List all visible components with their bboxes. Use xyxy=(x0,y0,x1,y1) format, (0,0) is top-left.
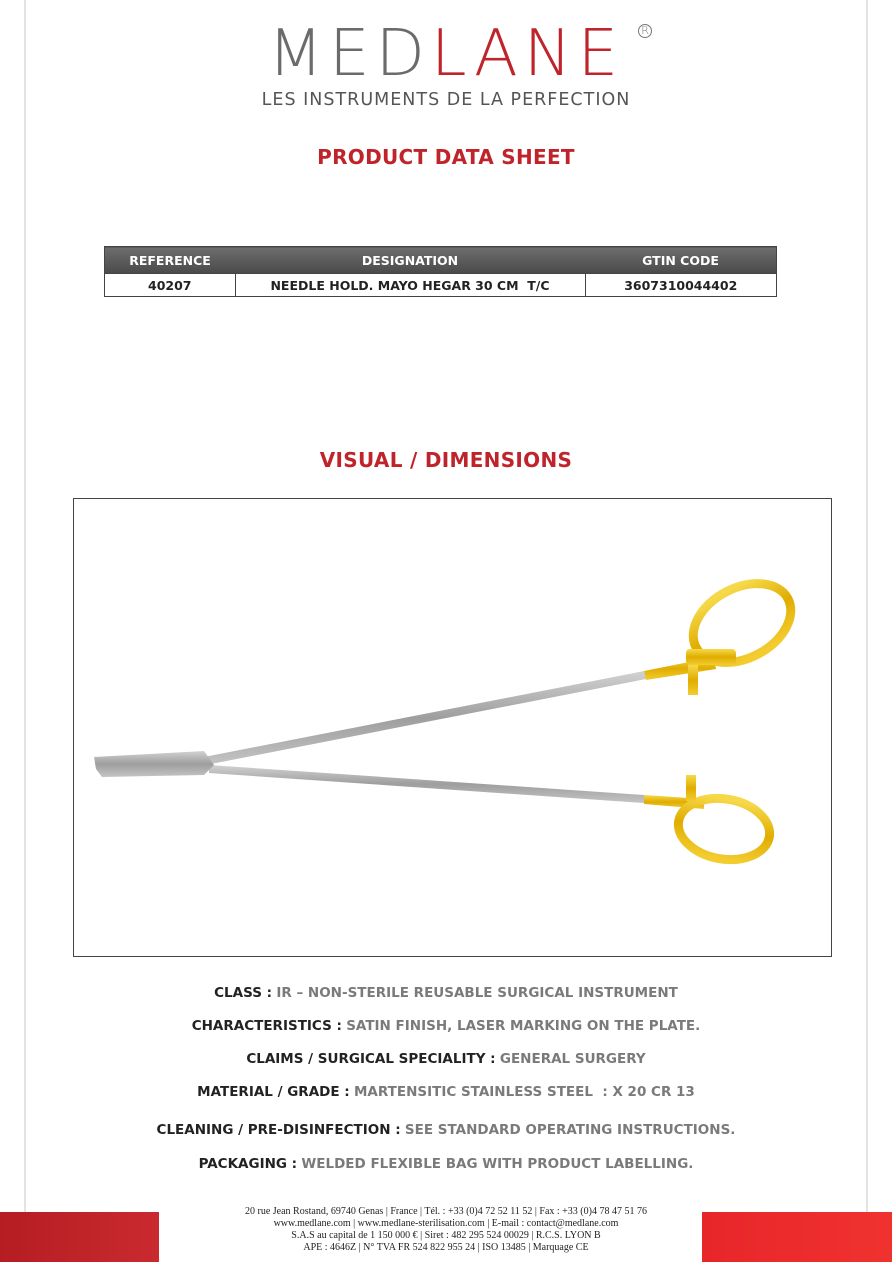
logo-text-grey: MED xyxy=(267,17,431,91)
header-reference: REFERENCE xyxy=(105,247,236,274)
jaws xyxy=(94,751,214,777)
upper-ratchet xyxy=(686,649,736,665)
property-cleaning: CLEANING / PRE-DISINFECTION : SEE STANDARD OPERATING INSTRUCTIONS. xyxy=(156,1122,736,1138)
property-class: CLASS : IR – NON-STERILE REUSABLE SURGICAL INSTRUMENT xyxy=(214,985,678,1001)
property-packaging: PACKAGING : WELDED FLEXIBLE BAG WITH PRODUCT LABELLING. xyxy=(198,1156,694,1172)
reference-table xyxy=(104,246,777,297)
footer-address: 20 rue Jean Rostand, 69740 Genas | France | Tél. : +33 (0)4 72 52 11 52 | Fax : +33 (0)4 78 47 51 76 xyxy=(245,1206,647,1217)
product-data-sheet-title: PRODUCT DATA SHEET xyxy=(317,145,575,169)
footer-web: www.medlane.com | www.medlane-sterilisation.com | E-mail : contact@medlane.com xyxy=(273,1218,619,1229)
property-claims: CLAIMS / SURGICAL SPECIALITY : GENERAL SURGERY xyxy=(246,1051,646,1067)
lower-finger-ring xyxy=(673,791,774,866)
page-border-left xyxy=(24,0,26,1262)
product-photo-frame xyxy=(73,498,832,957)
header-designation: DESIGNATION xyxy=(235,247,585,274)
needle-holder-image xyxy=(74,499,831,956)
registered-mark-icon: R xyxy=(638,24,652,38)
page-border-right xyxy=(866,0,868,1262)
logo-text-red: LANE xyxy=(430,17,625,91)
cell-reference: 40207 xyxy=(105,274,236,297)
cell-gtin: 3607310044402 xyxy=(585,274,777,297)
upper-ratchet-tooth xyxy=(688,665,698,695)
medlane-logo xyxy=(0,17,892,91)
cell-designation: NEEDLE HOLD. MAYO HEGAR 30 CM T/C xyxy=(235,274,585,297)
header-gtin: GTIN CODE xyxy=(585,247,777,274)
table-header-row xyxy=(105,247,777,274)
table-row xyxy=(105,274,777,297)
footer-registration: APE : 4646Z | N° TVA FR 524 822 955 24 | ISO 13485 | Marquage CE xyxy=(303,1242,589,1253)
footer-legal: S.A.S au capital de 1 150 000 € | Siret : 482 295 524 00029 | R.C.S. LYON B xyxy=(291,1230,601,1241)
brand-tagline: LES INSTRUMENTS DE LA PERFECTION xyxy=(261,90,631,110)
upper-shaft xyxy=(204,671,646,765)
property-material: MATERIAL / GRADE : MARTENSITIC STAINLESS STEEL : X 20 CR 13 xyxy=(197,1084,695,1100)
lower-shaft xyxy=(209,765,644,803)
lower-ratchet xyxy=(686,775,696,801)
company-footer xyxy=(0,1206,892,1254)
property-characteristics: CHARACTERISTICS : SATIN FINISH, LASER MARKING ON THE PLATE. xyxy=(191,1018,701,1034)
visual-dimensions-title: VISUAL / DIMENSIONS xyxy=(319,448,573,472)
